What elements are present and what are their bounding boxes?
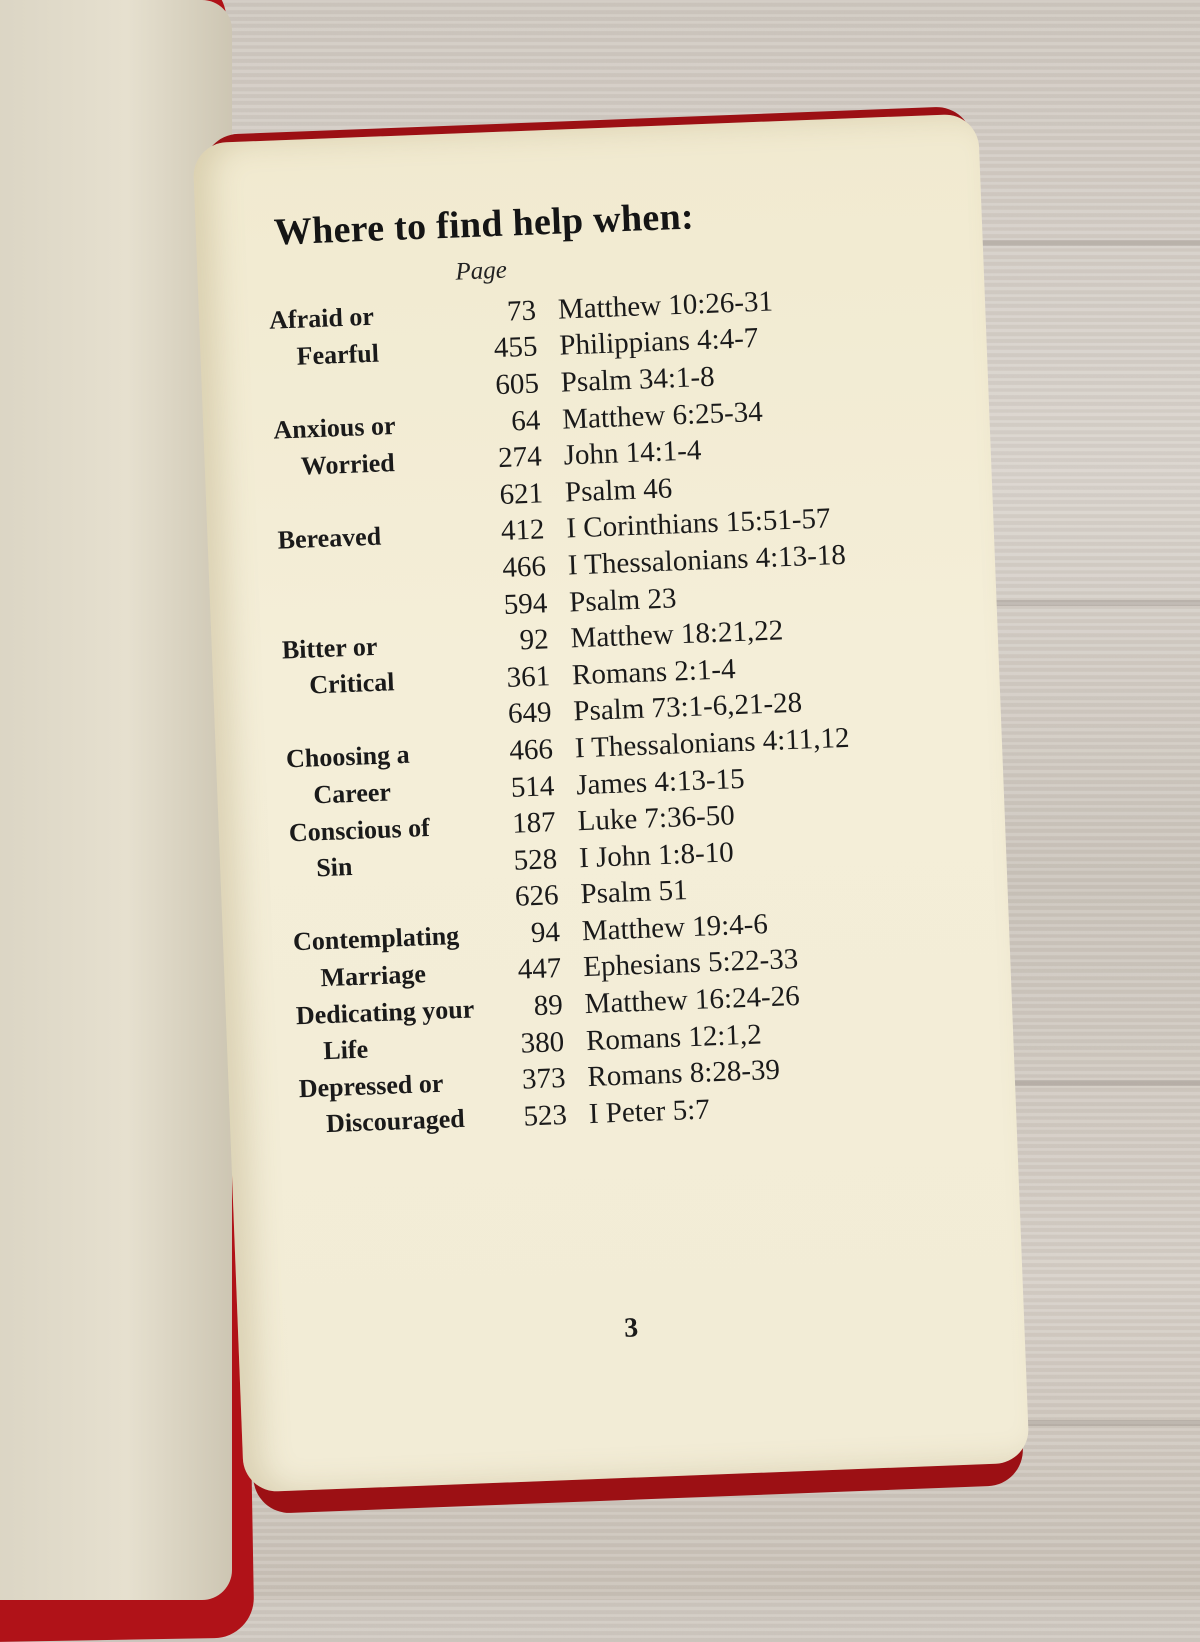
page-reference-number: 380 xyxy=(520,1025,565,1060)
page-column-header: Page xyxy=(454,256,508,286)
topic-label xyxy=(280,605,495,613)
scripture-reference: Matthew 16:24-26 xyxy=(584,979,801,1021)
topic-label xyxy=(279,569,494,577)
page-reference-number: 514 xyxy=(510,769,555,804)
scripture-reference: Romans 2:1-4 xyxy=(571,652,737,692)
topic-label: Career xyxy=(312,777,392,810)
topic-label: Choosing a xyxy=(285,740,411,774)
scripture-reference: I Corinthians 15:51-57 xyxy=(565,502,832,545)
help-index-list xyxy=(269,277,961,1143)
topic-label: Afraid or xyxy=(268,302,375,336)
page-reference-number: 626 xyxy=(514,879,560,914)
page-reference-number: 187 xyxy=(511,806,557,840)
topic-label: Dedicating your xyxy=(295,993,475,1030)
scripture-reference: Ephesians 5:22-33 xyxy=(582,943,799,984)
page-reference-number: 594 xyxy=(503,586,548,621)
page-reference-number: 412 xyxy=(500,513,546,548)
scripture-reference: Matthew 18:21,22 xyxy=(570,614,784,655)
page-reference-number: 605 xyxy=(494,367,540,402)
scripture-reference: Matthew 19:4-6 xyxy=(581,907,769,948)
page-reference-number: 373 xyxy=(521,1062,567,1096)
scripture-reference: Psalm 73:1-6,21-28 xyxy=(572,686,803,728)
scripture-reference: John 14:1-4 xyxy=(563,434,702,472)
page-number: 3 xyxy=(623,1312,639,1344)
page-content xyxy=(192,113,1029,1492)
page-reference-number: 274 xyxy=(497,440,543,475)
topic-label: Critical xyxy=(308,667,395,700)
page-reference-number: 64 xyxy=(510,404,541,438)
scripture-reference: I Peter 5:7 xyxy=(588,1093,711,1130)
page-reference-number: 447 xyxy=(517,952,562,987)
topic-label: Bereaved xyxy=(277,521,382,555)
scripture-reference: Psalm 34:1-8 xyxy=(560,360,716,399)
topic-label: Depressed or xyxy=(298,1068,444,1103)
scripture-reference: I John 1:8-10 xyxy=(578,836,735,874)
page-reference-number: 621 xyxy=(498,477,544,511)
page-reference-number: 73 xyxy=(506,294,537,328)
scripture-reference: Romans 12:1,2 xyxy=(585,1018,763,1057)
scripture-reference: Psalm 23 xyxy=(568,581,677,618)
scripture-reference: Psalm 46 xyxy=(564,472,673,509)
page-reference-number: 649 xyxy=(507,696,553,731)
scripture-reference: Romans 8:28-39 xyxy=(586,1053,781,1094)
topic-label: Discouraged xyxy=(325,1104,466,1139)
page-reference-number: 455 xyxy=(493,330,539,365)
topic-label: Sin xyxy=(315,852,353,883)
page-reference-number: 466 xyxy=(501,550,547,584)
page-reference-number: 523 xyxy=(522,1098,568,1133)
scripture-reference: Matthew 10:26-31 xyxy=(557,285,774,326)
topic-label: Marriage xyxy=(319,959,427,993)
page-reference-number: 361 xyxy=(505,659,551,694)
topic-label: Conscious of xyxy=(288,812,431,847)
topic-label: Worried xyxy=(300,447,396,481)
topic-label xyxy=(292,898,507,906)
topic-label xyxy=(272,386,487,394)
page-reference-number: 466 xyxy=(508,733,554,767)
topic-label xyxy=(285,715,500,723)
scripture-reference: Psalm 51 xyxy=(579,874,689,911)
book-page xyxy=(192,113,1029,1492)
scripture-reference: Luke 7:36-50 xyxy=(577,799,736,838)
topic-label: Bitter or xyxy=(281,631,378,665)
scripture-reference: I Thessalonians 4:11,12 xyxy=(574,721,850,765)
page-reference-number: 94 xyxy=(530,915,561,950)
page-reference-number: 89 xyxy=(533,989,564,1023)
topic-label: Life xyxy=(322,1034,369,1066)
topic-label: Anxious or xyxy=(272,411,396,445)
topic-label: Fearful xyxy=(296,338,380,371)
page-title: Where to find help when: xyxy=(273,195,695,254)
scripture-reference: Philippians 4:4-7 xyxy=(558,322,759,363)
page-reference-number: 92 xyxy=(519,623,550,657)
topic-label: Contemplating xyxy=(292,921,460,957)
page-reference-number: 528 xyxy=(513,842,558,877)
scripture-reference: Matthew 6:25-34 xyxy=(561,395,764,436)
topic-label xyxy=(276,496,491,504)
scripture-reference: I Thessalonians 4:13-18 xyxy=(567,538,847,582)
scripture-reference: James 4:13-15 xyxy=(575,762,746,801)
